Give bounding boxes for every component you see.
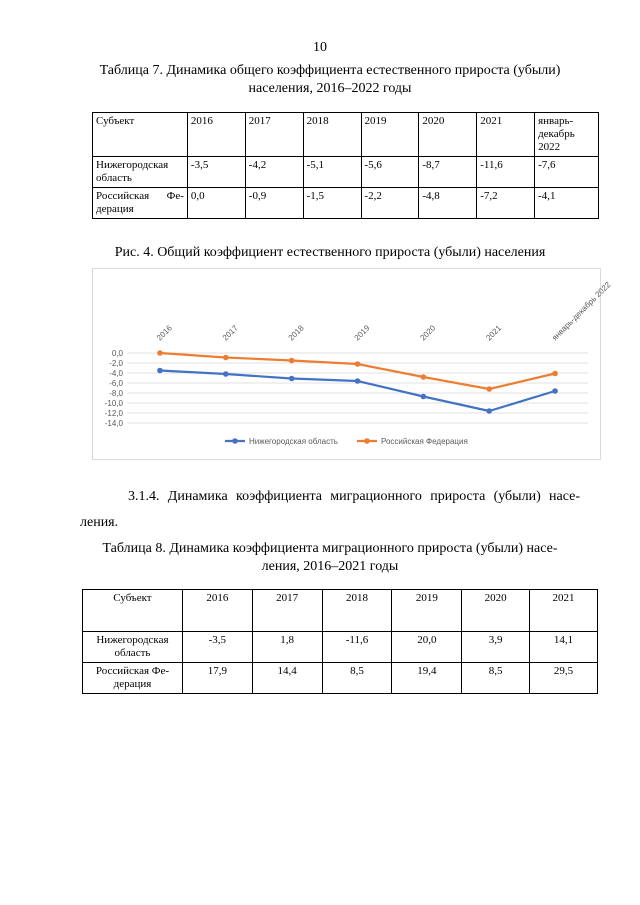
subject-line: Российская Фе- bbox=[95, 665, 170, 677]
data-point bbox=[421, 374, 427, 380]
header-line: январь- bbox=[538, 115, 574, 127]
section-heading bbox=[80, 484, 580, 536]
subject-line: Нижегородская bbox=[96, 634, 169, 646]
table8-caption bbox=[80, 540, 580, 576]
data-point bbox=[355, 378, 361, 384]
table7-header-cell: 2020 bbox=[419, 113, 477, 157]
table7-header-cell: 2018 bbox=[303, 113, 361, 157]
table-cell: 0,0 bbox=[187, 188, 245, 219]
table-cell: 8,5 bbox=[322, 663, 392, 694]
table8-header-cell: Субъект bbox=[83, 590, 183, 632]
table7-header-cell: 2016 bbox=[187, 113, 245, 157]
legend-label: Российская Федерация bbox=[381, 437, 468, 446]
y-tick-label: -12,0 bbox=[104, 409, 123, 418]
table7-header-cell: 2017 bbox=[245, 113, 303, 157]
table-row bbox=[93, 157, 599, 188]
data-point bbox=[355, 361, 361, 367]
table7-header-cell bbox=[535, 113, 599, 157]
x-tick-label: 2017 bbox=[220, 323, 240, 343]
table8 bbox=[82, 589, 598, 694]
data-point bbox=[223, 355, 229, 361]
figure4-chart bbox=[92, 268, 613, 460]
y-tick-label: 0,0 bbox=[111, 349, 123, 358]
y-tick-label: -2,0 bbox=[109, 359, 123, 368]
table-row bbox=[83, 663, 598, 694]
table7-caption bbox=[80, 62, 580, 98]
table-cell: -1,5 bbox=[303, 188, 361, 219]
table-cell: -5,1 bbox=[303, 157, 361, 188]
table7-header-cell: 2021 bbox=[477, 113, 535, 157]
legend-swatch-marker bbox=[232, 438, 238, 444]
table-cell: -7,6 bbox=[535, 157, 599, 188]
section-heading-line1: 3.1.4. Динамика коэффициента миграционного прироста (убыли) насе- bbox=[128, 489, 580, 504]
table-cell: -0,9 bbox=[245, 188, 303, 219]
legend-swatch-marker bbox=[364, 438, 370, 444]
table7-caption-line1: Таблица 7. Динамика общего коэффициента естественного прироста (убыли) bbox=[99, 63, 561, 78]
table-cell: -4,2 bbox=[245, 157, 303, 188]
data-point bbox=[289, 358, 295, 364]
table8-caption-line1: Таблица 8. Динамика коэффициента миграционного прироста (убыли) насе- bbox=[102, 541, 558, 556]
x-tick-label: 2021 bbox=[484, 323, 504, 343]
table7-header-cell: Субъект bbox=[93, 113, 188, 157]
x-tick-label: 2018 bbox=[286, 323, 306, 343]
y-tick-label: -6,0 bbox=[109, 379, 123, 388]
data-point bbox=[486, 408, 492, 414]
data-point bbox=[289, 376, 295, 382]
table-cell: 17,9 bbox=[182, 663, 252, 694]
table-cell: -4,8 bbox=[419, 188, 477, 219]
table-cell: 19,4 bbox=[392, 663, 462, 694]
table-cell: -3,5 bbox=[187, 157, 245, 188]
table-cell: 20,0 bbox=[392, 632, 462, 663]
subject-line: область bbox=[114, 647, 151, 659]
subject-line: область bbox=[96, 172, 132, 184]
y-tick-label: -14,0 bbox=[104, 419, 123, 428]
table7 bbox=[92, 112, 599, 219]
table8-header-cell: 2021 bbox=[530, 590, 598, 632]
y-tick-label: -8,0 bbox=[109, 389, 123, 398]
table-cell: -7,2 bbox=[477, 188, 535, 219]
data-point bbox=[157, 368, 163, 374]
x-tick-label: 2016 bbox=[154, 323, 174, 343]
table8-header-cell: 2017 bbox=[252, 590, 322, 632]
subject-line: дерация bbox=[113, 678, 152, 690]
table-cell: 14,4 bbox=[252, 663, 322, 694]
table-cell: -3,5 bbox=[182, 632, 252, 663]
subject-line: Нижегородская bbox=[96, 159, 169, 171]
table8-header-cell: 2019 bbox=[392, 590, 462, 632]
section-heading-line2: ления. bbox=[80, 515, 119, 530]
table7-subject-cell bbox=[93, 188, 188, 219]
table8-subject-cell bbox=[83, 663, 183, 694]
table-cell: -5,6 bbox=[361, 157, 419, 188]
x-tick-label: 2019 bbox=[352, 323, 372, 343]
x-tick-label: январь-декабрь 2022 bbox=[550, 280, 613, 343]
table-cell: -11,6 bbox=[477, 157, 535, 188]
table-cell: 3,9 bbox=[462, 632, 530, 663]
table7-caption-line2: населения, 2016–2022 годы bbox=[248, 81, 412, 96]
subject-line: Российская Фе- bbox=[96, 190, 184, 202]
table-cell: -11,6 bbox=[322, 632, 392, 663]
y-tick-label: -4,0 bbox=[109, 369, 123, 378]
table7-subject-cell bbox=[93, 157, 188, 188]
data-point bbox=[157, 350, 163, 356]
header-line: 2022 bbox=[538, 141, 561, 153]
data-point bbox=[552, 371, 558, 377]
subject-line: дерация bbox=[96, 203, 134, 215]
x-tick-label: 2020 bbox=[418, 323, 438, 343]
table-row bbox=[83, 632, 598, 663]
header-line: декабрь bbox=[538, 128, 575, 140]
page-number: 10 bbox=[313, 40, 327, 55]
table8-header-cell: 2020 bbox=[462, 590, 530, 632]
table-cell: -2,2 bbox=[361, 188, 419, 219]
data-point bbox=[552, 388, 558, 394]
table8-caption-line2: ления, 2016–2021 годы bbox=[261, 559, 399, 574]
table8-header-cell: 2016 bbox=[182, 590, 252, 632]
table-cell: 29,5 bbox=[530, 663, 598, 694]
table8-header-cell: 2018 bbox=[322, 590, 392, 632]
figure4-caption: Рис. 4. Общий коэффициент естественного прироста (убыли) населения bbox=[114, 245, 546, 260]
data-point bbox=[486, 386, 492, 392]
data-point bbox=[223, 371, 229, 377]
series-line bbox=[160, 371, 555, 412]
line-chart bbox=[93, 269, 613, 459]
table-cell: 1,8 bbox=[252, 632, 322, 663]
table-cell: -8,7 bbox=[419, 157, 477, 188]
table8-subject-cell bbox=[83, 632, 183, 663]
table-cell: 14,1 bbox=[530, 632, 598, 663]
legend-label: Нижегородская область bbox=[249, 437, 338, 446]
data-point bbox=[421, 394, 427, 400]
table-cell: 8,5 bbox=[462, 663, 530, 694]
table7-header-row bbox=[93, 113, 599, 157]
y-tick-label: -10,0 bbox=[104, 399, 123, 408]
table8-header-row bbox=[83, 590, 598, 632]
table-cell: -4,1 bbox=[535, 188, 599, 219]
table-row bbox=[93, 188, 599, 219]
table7-header-cell: 2019 bbox=[361, 113, 419, 157]
